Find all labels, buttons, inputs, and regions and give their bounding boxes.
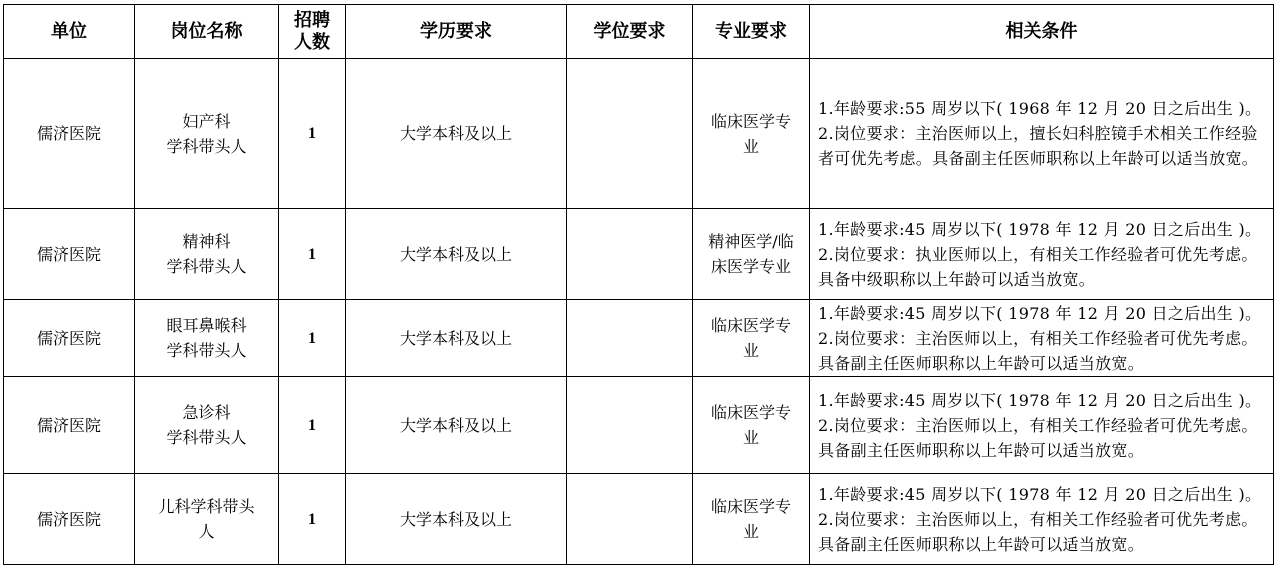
header-count-text: 招聘 人数 (294, 9, 330, 53)
cell-degree (567, 474, 693, 565)
cell-major: 精神医学/临 床医学专业 (693, 209, 810, 300)
condition-age: 1.年龄要求:55 周岁以下( 1968 年 12 月 20 日之后出生 )。 (818, 99, 1262, 118)
cell-position: 妇产科 学科带头人 (135, 59, 279, 209)
cell-degree (567, 209, 693, 300)
cell-education: 大学本科及以上 (346, 59, 567, 209)
cell-major: 临床医学专 业 (693, 377, 810, 474)
cell-major: 临床医学专 业 (693, 300, 810, 377)
cell-conditions (810, 59, 1274, 209)
table-row (4, 209, 1274, 300)
header-position: 岗位名称 (135, 5, 279, 59)
cell-conditions (810, 377, 1274, 474)
condition-post: 2.岗位要求：主治医师以上，有相关工作经验者可优先考虑。具备副主任医师职称以上年龄可以适当放宽。 (818, 509, 1258, 554)
cell-position: 儿科学科带头 人 (135, 474, 279, 565)
header-conditions: 相关条件 (810, 5, 1274, 59)
condition-post: 2.岗位要求：主治医师以上，有相关工作经验者可优先考虑。具备副主任医师职称以上年龄可以适当放宽。 (818, 415, 1258, 460)
header-major: 专业要求 (693, 5, 810, 59)
cell-position: 急诊科 学科带头人 (135, 377, 279, 474)
condition-post: 2.岗位要求：执业医师以上，有相关工作经验者可优先考虑。具备中级职称以上年龄可以适当放宽。 (818, 244, 1258, 289)
cell-unit: 儒济医院 (4, 377, 135, 474)
cell-unit: 儒济医院 (4, 474, 135, 565)
table-row (4, 300, 1274, 377)
cell-position: 精神科 学科带头人 (135, 209, 279, 300)
table-row (4, 59, 1274, 209)
condition-age: 1.年龄要求:45 周岁以下( 1978 年 12 月 20 日之后出生 )。 (818, 484, 1262, 504)
recruitment-table (3, 4, 1274, 565)
cell-major: 临床医学专 业 (693, 59, 810, 209)
condition-post: 2.岗位要求：主治医师以上，有相关工作经验者可优先考虑。具备副主任医师职称以上年龄可以适当放宽。 (818, 328, 1258, 373)
cell-unit: 儒济医院 (4, 209, 135, 300)
cell-degree (567, 300, 693, 377)
cell-unit: 儒济医院 (4, 59, 135, 209)
cell-count: 1 (279, 474, 346, 565)
cell-count: 1 (279, 377, 346, 474)
header-count (279, 5, 346, 59)
condition-age: 1.年龄要求:45 周岁以下( 1978 年 12 月 20 日之后出生 )。 (818, 390, 1262, 410)
condition-post: 2.岗位要求：主治医师以上，擅长妇科腔镜手术相关工作经验者可优先考虑。具备副主任医师职称以上年龄可以适当放宽。 (818, 124, 1259, 168)
table-row (4, 474, 1274, 565)
cell-degree (567, 59, 693, 209)
cell-unit: 儒济医院 (4, 300, 135, 377)
cell-conditions (810, 474, 1274, 565)
cell-major: 临床医学专 业 (693, 474, 810, 565)
cell-education: 大学本科及以上 (346, 377, 567, 474)
cell-education: 大学本科及以上 (346, 474, 567, 565)
cell-position: 眼耳鼻喉科 学科带头人 (135, 300, 279, 377)
cell-degree (567, 377, 693, 474)
header-education: 学历要求 (346, 5, 567, 59)
cell-education: 大学本科及以上 (346, 209, 567, 300)
condition-age: 1.年龄要求:45 周岁以下( 1978 年 12 月 20 日之后出生 )。 (818, 219, 1262, 239)
header-row (4, 5, 1274, 59)
cell-conditions (810, 209, 1274, 300)
cell-count: 1 (279, 300, 346, 377)
condition-age: 1.年龄要求:45 周岁以下( 1978 年 12 月 20 日之后出生 )。 (818, 303, 1262, 323)
cell-count: 1 (279, 59, 346, 209)
cell-count: 1 (279, 209, 346, 300)
cell-conditions (810, 300, 1274, 377)
header-unit: 单位 (4, 5, 135, 59)
cell-education: 大学本科及以上 (346, 300, 567, 377)
table-row (4, 377, 1274, 474)
header-degree: 学位要求 (567, 5, 693, 59)
